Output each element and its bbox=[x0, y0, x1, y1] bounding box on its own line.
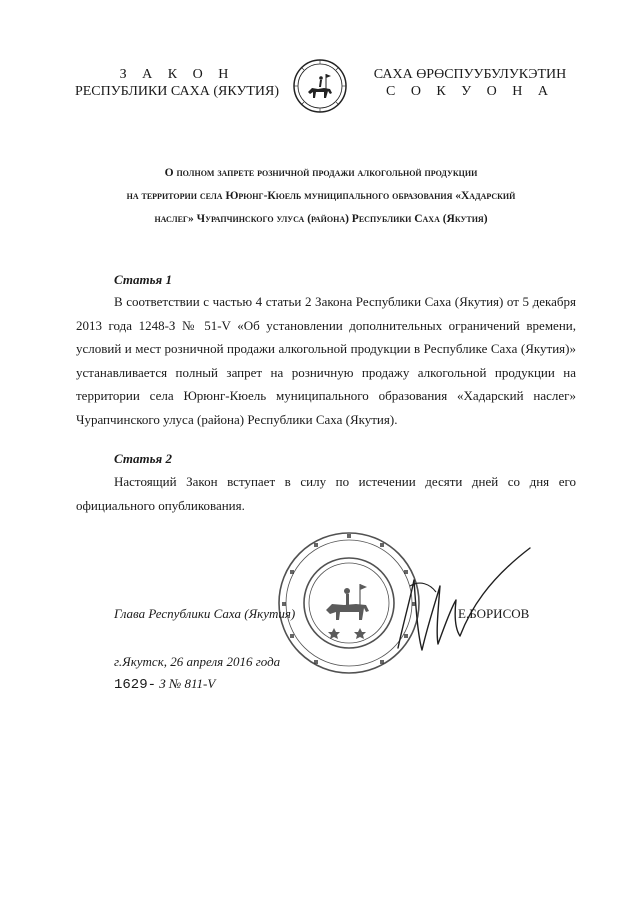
title-line-3: наслег» Чурапчинского улуса (района) Республики Саха (Якутия) bbox=[154, 213, 488, 225]
header-republic-name: РЕСПУБЛИКИ САХА (ЯКУТИЯ) bbox=[74, 84, 280, 99]
document-title bbox=[70, 162, 572, 231]
header-law-word: З А К О Н bbox=[119, 67, 235, 82]
law-number-handwritten: 1629- bbox=[114, 677, 157, 693]
title-line-1: О полном запрете розничной продажи алкогольной продукции bbox=[164, 167, 478, 179]
law-number-printed: З № 811-V bbox=[159, 676, 216, 691]
header-republic-name-sakha: САХА ӨРӨСПУУБУЛУКЭТИН bbox=[373, 67, 567, 82]
signatory-title: Глава Республики Саха (Якутия) bbox=[114, 606, 296, 621]
signatory-name: Е.БОРИСОВ bbox=[458, 606, 530, 621]
header-left bbox=[62, 66, 292, 100]
header-right bbox=[365, 66, 575, 100]
article-1-text: В соответствии с частью 4 статьи 2 Закона Республики Саха (Якутия) от 5 декабря 2013 года 1248-З № 51-V «Об установлении дополнительных ограничений времени, условий и мест розничной продажи алкогольной продукции в Республике Саха (Якутия)» устанавливается полный запрет на розничную продажу алкогольной продукции на территории села Юрюнг-Кюель муниципального образования «Хадарский наслег» Чурапчинского улуса (района) Республики Саха (Якутия). bbox=[76, 294, 576, 427]
coat-of-arms-emblem-icon bbox=[290, 58, 350, 114]
article-2-heading: Статья 2 bbox=[114, 451, 172, 466]
header-law-word-sakha: С О К У О Н А bbox=[385, 84, 555, 99]
law-number bbox=[114, 676, 215, 693]
title-line-2: на территории села Юрюнг-Кюель муниципального образования «Хадарский bbox=[126, 190, 516, 202]
article-1-heading: Статья 1 bbox=[114, 272, 172, 287]
article-2-text: Настоящий Закон вступает в силу по истечении десяти дней со дня его официального опубликования. bbox=[76, 474, 576, 513]
handwritten-signature-icon bbox=[380, 540, 540, 670]
place-and-date: г.Якутск, 26 апреля 2016 года bbox=[114, 654, 281, 669]
